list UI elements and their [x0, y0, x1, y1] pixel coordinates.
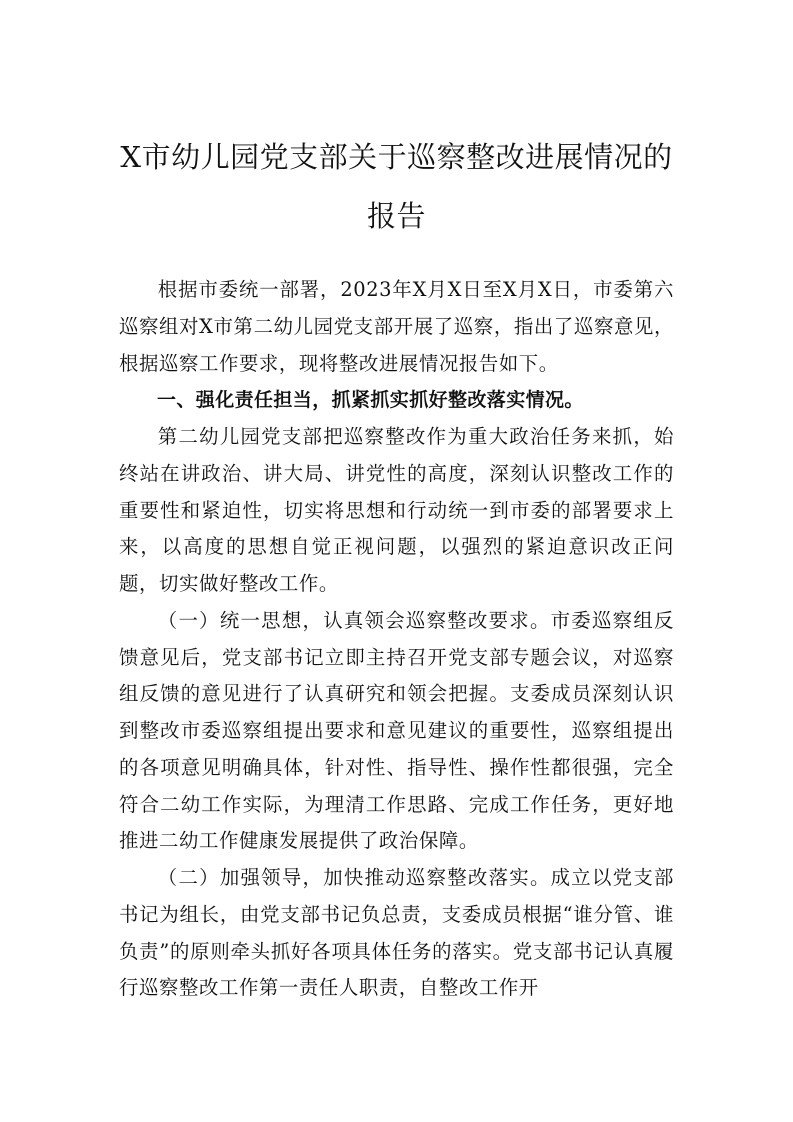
title-line-1: X市幼儿园党支部关于巡察整改进展情况的 [120, 140, 673, 174]
section-heading-1: 一、强化责任担当，抓紧抓实抓好整改落实情况。 [157, 389, 584, 412]
intro-paragraph: 根据市委统一部署，2023年X月X日至X月X日，市委第六巡察组对X市第二幼儿园党支部开展了巡察，指出了巡察意见，根据巡察工作要求，现将整改进展情况报告如下。 [119, 278, 674, 375]
document-body [119, 272, 674, 1007]
subsection-1-paragraph: （一）统一思想，认真领会巡察整改要求。市委巡察组反馈意见后，党支部书记立即主持召开党支部专题会议，对巡察组反馈的意见进行了认真研究和领会把握。支委成员深刻认识到整改市委巡察组提出要求和意见建议的重要性，巡察组提出的各项意见明确具体，针对性、指导性、操作性都很强，完全符合二幼工作实际，为理清工作思路、完成工作任务，更好地推进二幼工作健康发展提供了政治保障。 [119, 608, 674, 853]
document-title [110, 128, 683, 246]
subsection-2-paragraph: （二）加强领导，加快推动巡察整改落实。成立以党支部书记为组长，由党支部书记负总责，支委成员根据“谁分管、谁负责”的原则牵头抓好各项具体任务的落实。党支部书记认真履行巡察整改工作第一责任人职责，自整改工作开 [119, 866, 674, 1000]
title-line-2: 报告 [366, 199, 426, 233]
section-1-paragraph: 第二幼儿园党支部把巡察整改作为重大政治任务来抓，始终站在讲政治、讲大局、讲党性的高度，深刻认识整改工作的重要性和紧迫性，切实将思想和行动统一到市委的部署要求上来，以高度的思想自觉正视问题，以强烈的紧迫意识改正问题，切实做好整改工作。 [119, 425, 674, 595]
